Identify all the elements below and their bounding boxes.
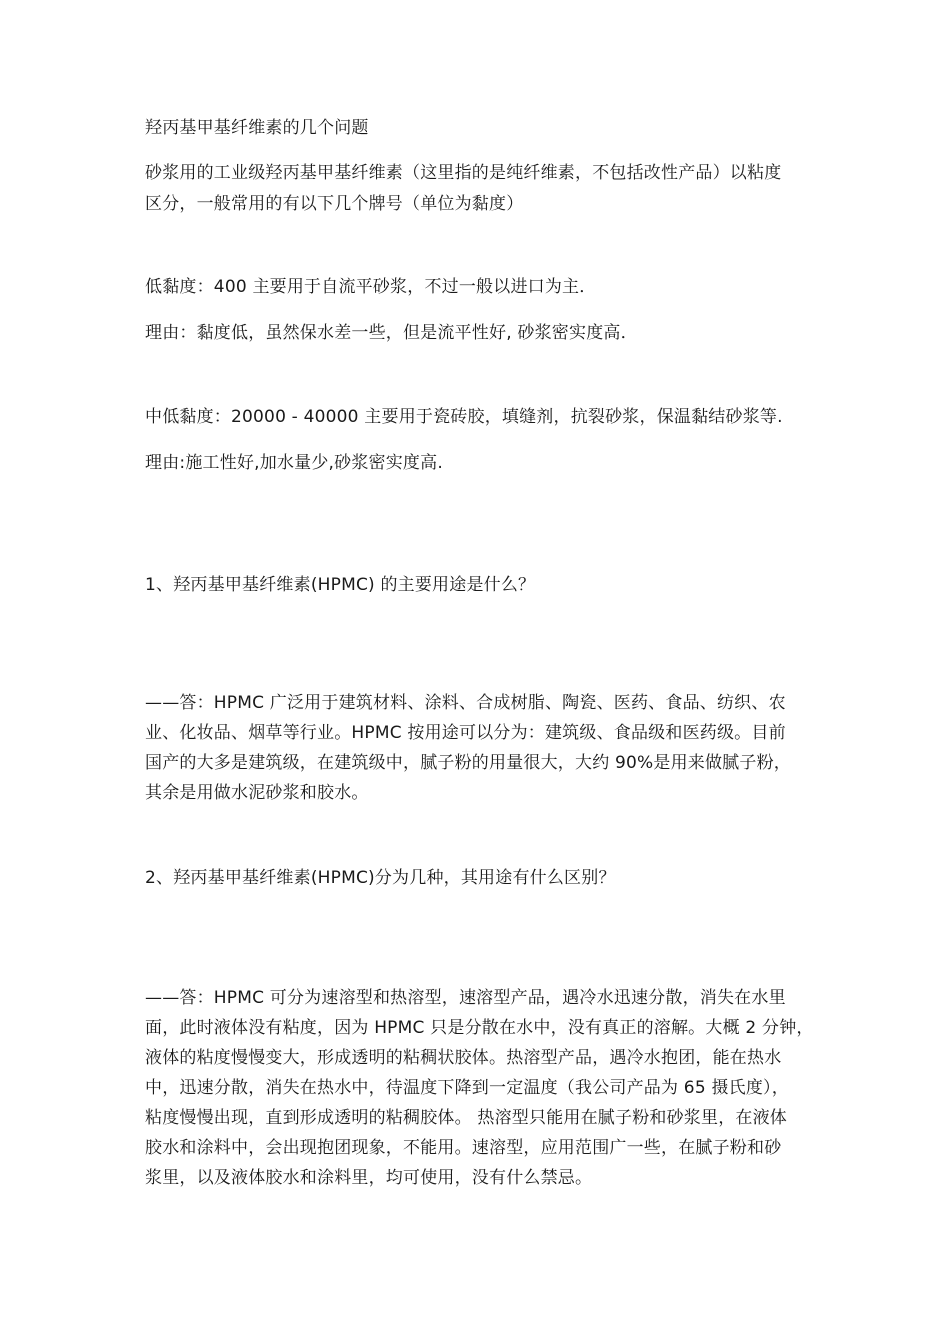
answer-2-line-2: 面，此时液体没有粘度，因为 HPMC 只是分散在水中，没有真正的溶解。大概 2 分钟， [145, 1018, 814, 1038]
grade-low-viscosity: 低黏度：400 主要用于自流平砂浆，不过一般以进口为主． [145, 277, 597, 297]
reason-mid-viscosity: 理由:施工性好,加水量少,砂浆密实度高. [145, 453, 443, 473]
question-1: 1、羟丙基甲基纤维素(HPMC) 的主要用途是什么？ [145, 575, 536, 595]
answer-2-line-4: 中，迅速分散，消失在热水中，待温度下降到一定温度（我公司产品为 65 摄氏度）， [145, 1078, 789, 1098]
answer-2-line-3: 液体的粘度慢慢变大，形成透明的粘稠状胶体。热溶型产品，遇冷水抱团，能在热水 [145, 1048, 782, 1068]
answer-2-line-6: 胶水和涂料中，会出现抱团现象，不能用。速溶型，应用范围广一些，在腻子粉和砂 [145, 1138, 782, 1158]
document-title: 羟丙基甲基纤维素的几个问题 [145, 118, 369, 138]
intro-line-2: 区分，一般常用的有以下几个牌号（单位为黏度） [145, 194, 524, 214]
answer-2-line-1: ——答：HPMC 可分为速溶型和热溶型，速溶型产品，遇冷水迅速分散，消失在水里 [145, 988, 786, 1008]
question-2: 2、羟丙基甲基纤维素(HPMC)分为几种，其用途有什么区别？ [145, 868, 616, 888]
answer-1-line-1: ——答：HPMC 广泛用于建筑材料、涂料、合成树脂、陶瓷、医药、食品、纺织、农 [145, 693, 786, 713]
reason-low-viscosity: 理由：黏度低，虽然保水差一些，但是流平性好, 砂浆密实度高． [145, 323, 638, 343]
answer-2-line-7: 浆里，以及液体胶水和涂料里，均可使用，没有什么禁忌。 [145, 1168, 593, 1188]
answer-1-line-3: 国产的大多是建筑级，在建筑级中，腻子粉的用量很大，大约 90%是用来做腻子粉， [145, 753, 791, 773]
grade-mid-viscosity: 中低黏度：20000 - 40000 主要用于瓷砖胶，填缝剂，抗裂砂浆，保温黏结砂浆等. [145, 407, 783, 427]
answer-1-line-4: 其余是用做水泥砂浆和胶水。 [145, 783, 369, 803]
answer-1-line-2: 业、化妆品、烟草等行业。HPMC 按用途可以分为：建筑级、食品级和医药级。目前 [145, 723, 786, 743]
answer-2-line-5: 粘度慢慢出现，直到形成透明的粘稠胶体。 热溶型只能用在腻子粉和砂浆里，在液体 [145, 1108, 788, 1128]
intro-line-1: 砂浆用的工业级羟丙基甲基纤维素（这里指的是纯纤维素，不包括改性产品）以粘度 [145, 163, 782, 183]
